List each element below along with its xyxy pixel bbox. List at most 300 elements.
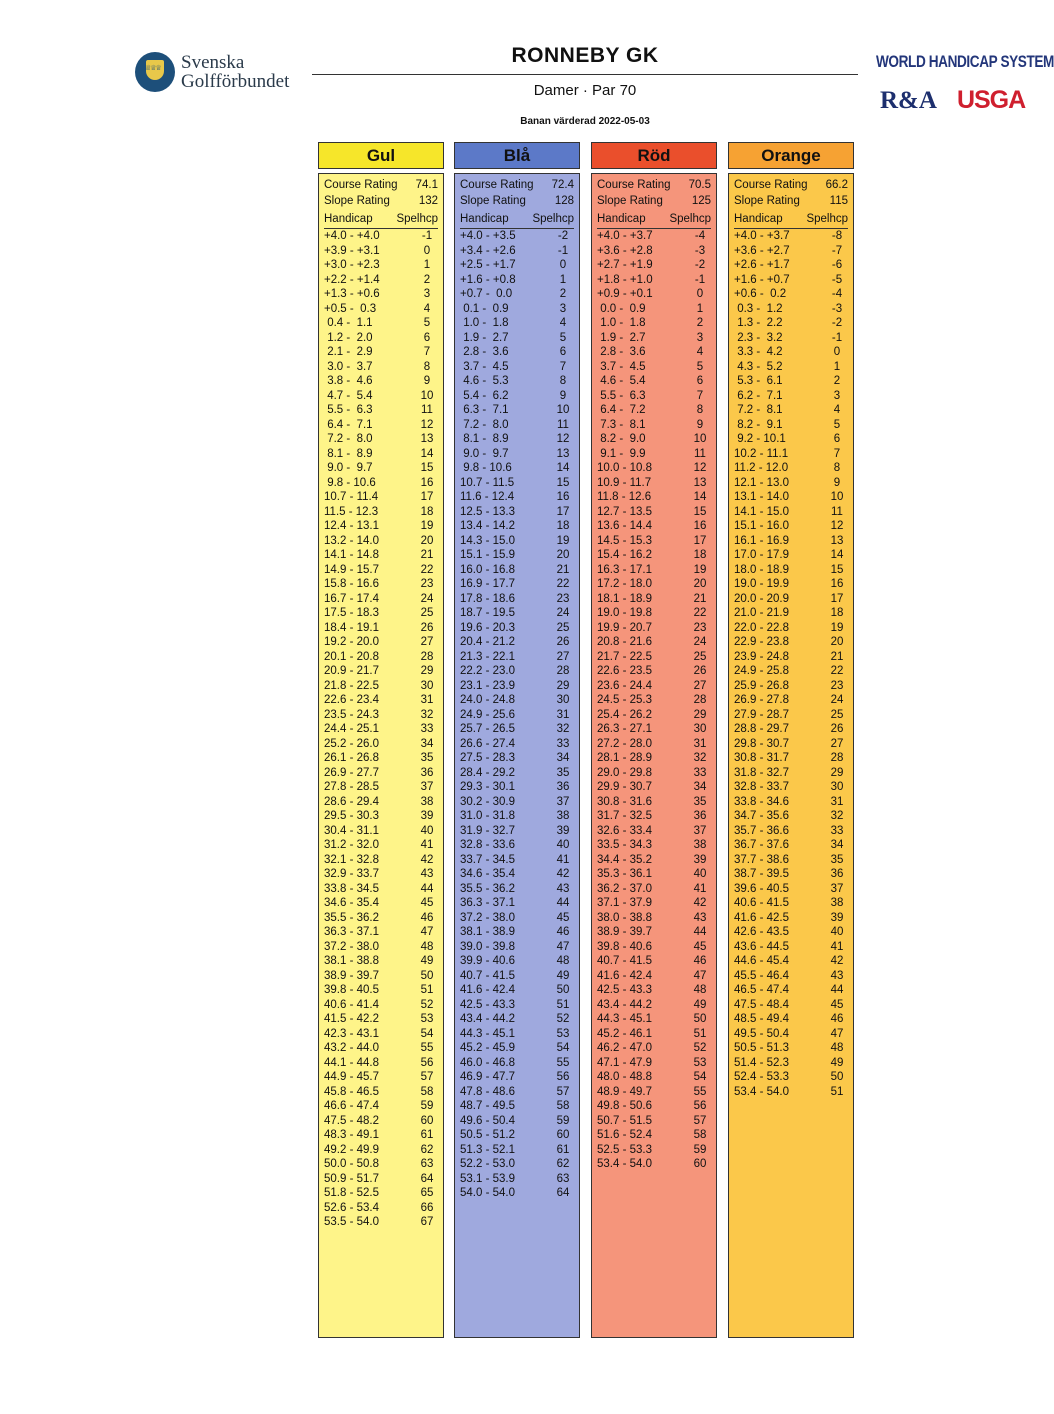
playing-handicap: 46 — [693, 955, 707, 967]
playing-handicap: 53 — [693, 1056, 707, 1069]
table-row — [597, 476, 711, 491]
table-row — [324, 969, 438, 984]
handicap-range: 1.9 - 2.7 — [597, 331, 646, 344]
table-row — [460, 679, 574, 694]
table-row — [460, 461, 574, 476]
handicap-range: 20.8 - 21.6 — [597, 636, 652, 648]
handicap-range: 8.1 - 8.9 — [460, 433, 509, 445]
org-name — [181, 53, 289, 91]
playing-handicap: 65 — [420, 1187, 434, 1199]
playing-handicap: 4 — [423, 302, 431, 315]
playing-handicap: 5 — [833, 418, 841, 431]
playing-handicap: 27 — [420, 636, 434, 648]
playing-handicap: 47 — [556, 940, 570, 953]
table-row — [597, 722, 711, 737]
table-row — [734, 983, 848, 998]
handicap-range: 40.6 - 41.5 — [734, 897, 789, 909]
handicap-range: 48.9 - 49.7 — [597, 1085, 652, 1098]
table-row — [734, 548, 848, 563]
handicap-range: 51.3 - 52.1 — [460, 1143, 515, 1156]
handicap-range: 5.5 - 6.3 — [597, 389, 646, 402]
handicap-range: 49.8 - 50.6 — [597, 1100, 652, 1112]
table-row — [324, 1201, 438, 1216]
playing-handicap: 1 — [696, 302, 704, 315]
table-row — [324, 534, 438, 549]
playing-handicap: 38 — [693, 839, 707, 851]
playing-handicap: 36 — [830, 868, 844, 880]
playing-handicap: 29 — [693, 708, 707, 721]
handicap-range: 38.1 - 38.8 — [324, 955, 379, 967]
table-row — [597, 1056, 711, 1071]
playing-handicap: 9 — [559, 389, 567, 402]
spelhcp-header: Spelhcp — [669, 213, 711, 225]
playing-handicap: 59 — [556, 1114, 570, 1127]
playing-handicap: 46 — [830, 1013, 844, 1025]
table-header — [734, 211, 848, 229]
playing-handicap: 30 — [556, 694, 570, 706]
table-row — [460, 606, 574, 621]
playing-handicap: -1 — [557, 244, 569, 257]
handicap-range: 25.9 - 26.8 — [734, 679, 789, 692]
table-row — [597, 1143, 711, 1158]
table-row — [734, 273, 848, 288]
handicap-range: 9.2 - 10.1 — [734, 433, 786, 445]
table-row — [597, 737, 711, 752]
slope-rating-row — [734, 193, 848, 209]
handicap-range: 32.9 - 33.7 — [324, 868, 379, 880]
table-row — [324, 1186, 438, 1201]
playing-handicap: 49 — [420, 955, 434, 967]
handicap-range: 53.1 - 53.9 — [460, 1172, 515, 1185]
handicap-range: 33.8 - 34.5 — [324, 882, 379, 895]
table-row — [460, 1143, 574, 1158]
playing-handicap: 12 — [420, 418, 434, 431]
handicap-range: 24.4 - 25.1 — [324, 723, 379, 735]
playing-handicap: 7 — [423, 346, 431, 358]
table-row — [734, 650, 848, 665]
playing-handicap: 58 — [556, 1100, 570, 1112]
handicap-range: 43.2 - 44.0 — [324, 1042, 379, 1054]
slope-rating-value: 115 — [829, 195, 848, 207]
playing-handicap: 13 — [420, 433, 434, 445]
table-row — [597, 563, 711, 578]
playing-handicap: 29 — [556, 679, 570, 692]
playing-handicap: 60 — [693, 1158, 707, 1170]
handicap-range: 20.1 - 20.8 — [324, 650, 379, 663]
table-row — [460, 1012, 574, 1027]
handicap-range: 41.6 - 42.4 — [597, 969, 652, 982]
playing-handicap: -5 — [831, 273, 843, 286]
handicap-range: +0.7 - 0.0 — [460, 288, 513, 300]
handicap-range: 41.5 - 42.2 — [324, 1013, 379, 1025]
playing-handicap: 48 — [830, 1042, 844, 1054]
playing-handicap: 19 — [830, 621, 844, 634]
handicap-range: 1.9 - 2.7 — [460, 331, 509, 344]
playing-handicap: 32 — [693, 752, 707, 764]
playing-handicap: 33 — [830, 824, 844, 837]
table-row — [460, 287, 574, 302]
playing-handicap: 21 — [420, 549, 434, 561]
playing-handicap: 49 — [693, 998, 707, 1011]
table-row — [734, 244, 848, 259]
handicap-range: 31.9 - 32.7 — [460, 824, 515, 837]
playing-handicap: 35 — [830, 853, 844, 866]
playing-handicap: 44 — [693, 926, 707, 938]
playing-handicap: 15 — [556, 476, 570, 489]
handicap-range: 1.3 - 2.2 — [734, 317, 783, 329]
handicap-range: 16.1 - 16.9 — [734, 534, 789, 547]
handicap-range: 2.3 - 3.2 — [734, 331, 783, 344]
table-row — [734, 563, 848, 578]
table-row — [734, 780, 848, 795]
table-row — [460, 998, 574, 1013]
table-row — [734, 853, 848, 868]
playing-handicap: 42 — [556, 868, 570, 880]
table-row — [324, 708, 438, 723]
table-row — [460, 229, 574, 244]
table-row — [597, 824, 711, 839]
playing-handicap: 53 — [556, 1027, 570, 1040]
playing-handicap: 24 — [420, 592, 434, 605]
handicap-range: 6.2 - 7.1 — [734, 389, 783, 402]
handicap-range: 42.5 - 43.3 — [460, 998, 515, 1011]
table-row — [597, 287, 711, 302]
spelhcp-header: Spelhcp — [396, 213, 438, 225]
playing-handicap: 8 — [696, 404, 704, 416]
handicap-range: 24.5 - 25.3 — [597, 694, 652, 706]
playing-handicap: 2 — [833, 375, 841, 387]
table-row — [460, 432, 574, 447]
handicap-range: 9.0 - 9.7 — [324, 462, 373, 474]
handicap-range: 27.5 - 28.3 — [460, 752, 515, 764]
handicap-range: 39.8 - 40.5 — [324, 984, 379, 996]
playing-handicap: 45 — [693, 940, 707, 953]
handicap-range: +0.9 - +0.1 — [597, 288, 653, 300]
table-row — [734, 809, 848, 824]
handicap-range: 25.7 - 26.5 — [460, 723, 515, 735]
table-row — [734, 940, 848, 955]
handicap-range: 38.9 - 39.7 — [597, 926, 652, 938]
handicap-range: 19.0 - 19.8 — [597, 607, 652, 619]
partner-logos — [880, 86, 1025, 115]
playing-handicap: 35 — [420, 752, 434, 764]
course-rating-row — [460, 177, 574, 193]
playing-handicap: 39 — [693, 853, 707, 866]
playing-handicap: 50 — [830, 1071, 844, 1083]
playing-handicap: 30 — [830, 781, 844, 793]
slope-rating-label: Slope Rating — [597, 195, 663, 207]
handicap-range: 23.5 - 24.3 — [324, 708, 379, 721]
table-row — [324, 1157, 438, 1172]
slope-rating-label: Slope Rating — [324, 195, 390, 207]
handicap-range: 39.6 - 40.5 — [734, 882, 789, 895]
handicap-range: 6.4 - 7.2 — [597, 404, 646, 416]
table-row — [460, 1027, 574, 1042]
playing-handicap: 43 — [830, 969, 844, 982]
playing-handicap: 3 — [423, 288, 431, 300]
handicap-range: 37.7 - 38.6 — [734, 853, 789, 866]
handicap-range: 41.6 - 42.5 — [734, 911, 789, 924]
playing-handicap: 62 — [556, 1158, 570, 1170]
table-row — [324, 925, 438, 940]
table-row — [460, 476, 574, 491]
spelhcp-header: Spelhcp — [532, 213, 574, 225]
handicap-range: 40.6 - 41.4 — [324, 998, 379, 1011]
playing-handicap: 43 — [556, 882, 570, 895]
handicap-range: 44.6 - 45.4 — [734, 955, 789, 967]
playing-handicap: 47 — [693, 969, 707, 982]
playing-handicap: 5 — [423, 317, 431, 329]
table-row — [324, 563, 438, 578]
table-row — [597, 664, 711, 679]
handicap-range: 5.3 - 6.1 — [734, 375, 783, 387]
playing-handicap: 38 — [420, 795, 434, 808]
playing-handicap: 61 — [556, 1143, 570, 1156]
handicap-range: +0.6 - 0.2 — [734, 288, 787, 300]
handicap-range: +1.6 - +0.8 — [460, 273, 516, 286]
handicap-range: +1.6 - +0.7 — [734, 273, 790, 286]
table-row — [460, 650, 574, 665]
handicap-range: +4.0 - +3.5 — [460, 230, 516, 242]
table-row — [734, 925, 848, 940]
handicap-range: 53.5 - 54.0 — [324, 1216, 379, 1228]
handicap-range: 16.9 - 17.7 — [460, 578, 515, 590]
handicap-range: 32.8 - 33.6 — [460, 839, 515, 851]
handicap-range: 11.6 - 12.4 — [460, 491, 515, 503]
table-row — [324, 229, 438, 244]
handicap-range: 3.0 - 3.7 — [324, 360, 373, 373]
table-row — [324, 1215, 438, 1230]
table-row — [460, 621, 574, 636]
playing-handicap: 13 — [693, 476, 707, 489]
playing-handicap: 37 — [693, 824, 707, 837]
playing-handicap: 45 — [556, 911, 570, 924]
table-row — [734, 287, 848, 302]
handicap-range: +2.5 - +1.7 — [460, 259, 516, 271]
table-header — [460, 211, 574, 229]
table-row — [734, 374, 848, 389]
playing-handicap: 12 — [693, 462, 707, 474]
table-row — [460, 389, 574, 404]
course-rating-value: 72.4 — [551, 179, 574, 191]
handicap-range: 40.7 - 41.5 — [460, 969, 515, 982]
table-row — [734, 838, 848, 853]
handicap-range: 7.2 - 8.0 — [460, 418, 509, 431]
playing-handicap: 32 — [830, 810, 844, 822]
handicap-range: 10.9 - 11.7 — [597, 476, 652, 489]
table-row — [460, 563, 574, 578]
table-row — [460, 1041, 574, 1056]
table-row — [460, 360, 574, 375]
handicap-range: 52.5 - 53.3 — [597, 1143, 652, 1156]
handicap-range: 15.8 - 16.6 — [324, 578, 379, 590]
table-row — [597, 751, 711, 766]
handicap-range: 50.5 - 51.2 — [460, 1129, 515, 1141]
handicap-range: 29.3 - 30.1 — [460, 781, 515, 793]
playing-handicap: 13 — [556, 447, 570, 460]
table-row — [460, 345, 574, 360]
table-row — [324, 1114, 438, 1129]
table-row — [460, 693, 574, 708]
playing-handicap: 19 — [693, 563, 707, 576]
handicap-range: 7.3 - 8.1 — [597, 418, 646, 431]
table-row — [597, 954, 711, 969]
handicap-range: 39.0 - 39.8 — [460, 940, 515, 953]
handicap-range: 45.2 - 46.1 — [597, 1027, 652, 1040]
table-row — [324, 693, 438, 708]
playing-handicap: 28 — [556, 665, 570, 677]
table-row — [460, 737, 574, 752]
page-title: RONNEBY GK — [511, 44, 659, 67]
table-row — [324, 853, 438, 868]
course-rating-value: 74.1 — [415, 179, 438, 191]
playing-handicap: 37 — [420, 781, 434, 793]
table-row — [324, 621, 438, 636]
handicap-range: 36.7 - 37.6 — [734, 839, 789, 851]
table-row — [324, 635, 438, 650]
playing-handicap: -7 — [831, 244, 843, 257]
playing-handicap: 60 — [420, 1114, 434, 1127]
playing-handicap: 4 — [833, 404, 841, 416]
handicap-range: 7.2 - 8.0 — [324, 433, 373, 445]
playing-handicap: 11 — [557, 418, 569, 431]
playing-handicap: 55 — [420, 1042, 434, 1054]
playing-handicap: 0 — [696, 288, 704, 300]
playing-handicap: -3 — [831, 302, 843, 315]
playing-handicap: 14 — [420, 447, 434, 460]
playing-handicap: 11 — [421, 404, 433, 416]
playing-handicap: 16 — [830, 578, 844, 590]
handicap-range: 5.5 - 6.3 — [324, 404, 373, 416]
playing-handicap: 15 — [830, 563, 844, 576]
handicap-range: +4.0 - +4.0 — [324, 230, 380, 242]
playing-handicap: 57 — [556, 1085, 570, 1098]
table-row — [324, 331, 438, 346]
handicap-range: 21.0 - 21.9 — [734, 607, 789, 619]
handicap-range: 27.8 - 28.5 — [324, 781, 379, 793]
playing-handicap: 34 — [693, 781, 707, 793]
handicap-range: 21.7 - 22.5 — [597, 650, 652, 663]
usga-logo: USGA — [956, 86, 1026, 114]
handicap-range: 16.3 - 17.1 — [597, 563, 652, 576]
table-row — [460, 316, 574, 331]
playing-handicap: 51 — [420, 984, 434, 996]
table-row — [460, 969, 574, 984]
table-row — [597, 621, 711, 636]
playing-handicap: 45 — [420, 897, 434, 909]
table-row — [324, 258, 438, 273]
handicap-range: 13.2 - 14.0 — [324, 534, 379, 547]
handicap-range: 0.0 - 0.9 — [597, 302, 646, 315]
playing-handicap: 23 — [830, 679, 844, 692]
playing-handicap: 0 — [833, 346, 841, 358]
table-row — [460, 824, 574, 839]
course-rating-row — [324, 177, 438, 193]
playing-handicap: 42 — [830, 955, 844, 967]
table-row — [460, 1186, 574, 1201]
table-row — [324, 389, 438, 404]
playing-handicap: 57 — [420, 1071, 434, 1083]
handicap-range: 14.1 - 15.0 — [734, 505, 789, 518]
table-row — [734, 998, 848, 1013]
playing-handicap: 33 — [556, 737, 570, 750]
playing-handicap: 59 — [420, 1100, 434, 1112]
handicap-range: 3.7 - 4.5 — [597, 360, 646, 373]
playing-handicap: 50 — [693, 1013, 707, 1025]
playing-handicap: 28 — [693, 694, 707, 706]
table-row — [597, 490, 711, 505]
playing-handicap: 48 — [420, 940, 434, 953]
table-row — [734, 389, 848, 404]
playing-handicap: 52 — [693, 1042, 707, 1054]
handicap-range: 42.5 - 43.3 — [597, 984, 652, 996]
title-divider — [312, 74, 858, 75]
handicap-range: 22.6 - 23.4 — [324, 694, 379, 706]
playing-handicap: 7 — [696, 389, 704, 402]
table-row — [324, 722, 438, 737]
handicap-range: 6.3 - 7.1 — [460, 404, 509, 416]
table-row — [734, 476, 848, 491]
table-row — [460, 258, 574, 273]
playing-handicap: 50 — [420, 969, 434, 982]
handicap-range: 0.4 - 1.1 — [324, 317, 373, 329]
handicap-range: 3.8 - 4.6 — [324, 375, 373, 387]
handicap-range: +2.2 - +1.4 — [324, 273, 380, 286]
playing-handicap: -4 — [694, 230, 706, 242]
playing-handicap: 27 — [693, 679, 707, 692]
table-row — [734, 519, 848, 534]
table-row — [597, 1041, 711, 1056]
table-row — [734, 577, 848, 592]
playing-handicap: 54 — [420, 1027, 434, 1040]
table-row — [324, 548, 438, 563]
playing-handicap: 30 — [420, 679, 434, 692]
table-row — [460, 664, 574, 679]
spelhcp-header: Spelhcp — [806, 213, 848, 225]
handicap-range: +3.6 - +2.7 — [734, 244, 790, 257]
playing-handicap: 51 — [693, 1027, 707, 1040]
table-row — [324, 476, 438, 491]
handicap-range: 50.0 - 50.8 — [324, 1158, 379, 1170]
handicap-range: 44.9 - 45.7 — [324, 1071, 379, 1083]
handicap-range: 11.8 - 12.6 — [597, 491, 652, 503]
course-rating-label: Course Rating — [597, 179, 671, 191]
handicap-range: +3.0 - +2.3 — [324, 259, 380, 271]
handicap-range: 38.7 - 39.5 — [734, 868, 789, 880]
table-row — [597, 867, 711, 882]
course-rating-label: Course Rating — [734, 179, 808, 191]
tee-header: Gul — [318, 142, 444, 169]
playing-handicap: 14 — [693, 491, 707, 503]
playing-handicap: 22 — [556, 578, 570, 590]
table-row — [597, 606, 711, 621]
handicap-range: 3.3 - 4.2 — [734, 346, 783, 358]
table-row — [324, 1012, 438, 1027]
playing-handicap: 25 — [420, 607, 434, 619]
handicap-range: 21.8 - 22.5 — [324, 679, 379, 692]
table-row — [324, 461, 438, 476]
handicap-range: 27.9 - 28.7 — [734, 708, 789, 721]
table-row — [324, 1099, 438, 1114]
playing-handicap: 33 — [420, 723, 434, 735]
handicap-range: 35.3 - 36.1 — [597, 868, 652, 880]
tee-column-bla — [454, 142, 580, 1338]
handicap-range: 47.1 - 47.9 — [597, 1056, 652, 1069]
handicap-range: 12.1 - 13.0 — [734, 476, 789, 489]
handicap-range: 24.0 - 24.8 — [460, 694, 515, 706]
table-row — [597, 374, 711, 389]
table-row — [734, 751, 848, 766]
